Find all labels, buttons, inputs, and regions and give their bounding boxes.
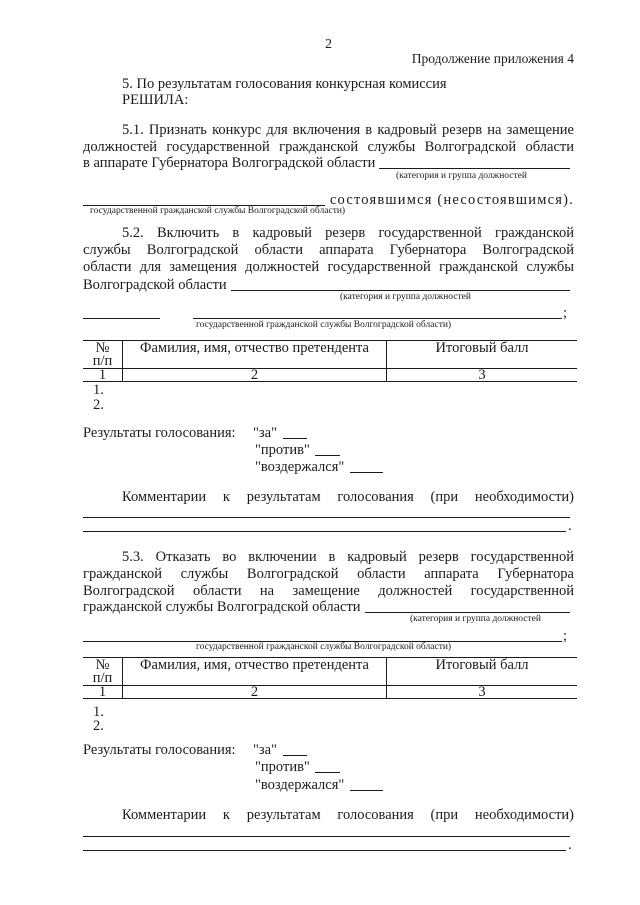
comments-period: .: [568, 837, 572, 853]
item-5-1-category-blank: [379, 155, 570, 169]
column-index-row: [83, 686, 577, 699]
section-5-heading: 5. По результатам голосования конкурсная комиссия: [122, 76, 447, 92]
number-header-abbr: п/п: [92, 670, 113, 686]
item-5-1-service-blank: [83, 192, 325, 206]
item-5-3-semicolon: ;: [563, 628, 568, 644]
vote-against-row: [255, 442, 340, 459]
comments-blank: [83, 504, 570, 518]
item-5-2-line-4-text: Волгоградской области: [83, 277, 227, 293]
vote-against-blank: [315, 442, 340, 456]
item-5-3-category-hint: (категория и группа должностей: [410, 614, 541, 624]
item-5-3-line-2: гражданской службы Волгоградской области аппарата Губернатора: [83, 566, 574, 582]
item-5-2-category-hint: (категория и группа должностей: [340, 292, 471, 302]
vote-abstained-blank: [350, 777, 383, 791]
item-5-2-service-blank-right: [193, 305, 562, 319]
number-header-abbr: п/п: [92, 353, 113, 369]
item-5-1-line-3-text: в аппарате Губернатора Волгоградской области: [83, 155, 376, 171]
item-5-1-line-1: 5.1. Признать конкурс для включения в кадровый резерв на замещение: [122, 122, 574, 138]
vote-for-row: [253, 742, 307, 759]
table-cell: 2: [123, 686, 387, 699]
number-column-header: [83, 341, 123, 369]
vote-for-blank: [283, 425, 307, 439]
list-item: 2.: [93, 718, 104, 734]
item-5-2-line-1: 5.2. Включить в кадровый резерв государственной гражданской: [122, 225, 574, 241]
vote-for-row: [253, 425, 307, 442]
item-5-2-category-blank: [231, 277, 570, 291]
item-5-3-candidates-table: [83, 657, 577, 699]
voting-results-label: Результаты голосования:: [83, 425, 236, 441]
item-5-1-category-hint: (категория и группа должностей: [396, 171, 527, 181]
item-5-2-service-hint: государственной гражданской службы Волгоградской области): [196, 320, 452, 330]
item-5-2-line-4: [83, 277, 574, 294]
vote-against-row: [255, 759, 340, 776]
table-header-row: [83, 341, 577, 369]
comments-period: .: [568, 518, 572, 534]
item-5-1-service-hint: государственной гражданской службы Волгоградской области): [90, 206, 346, 216]
score-column-header: Итоговый балл: [387, 341, 578, 369]
comments-line-2: [83, 837, 574, 854]
item-5-3-service-hint: государственной гражданской службы Волгоградской области): [196, 642, 452, 652]
comments-blank: [83, 823, 570, 837]
name-column-header: Фамилия, имя, отчество претендента: [123, 658, 387, 686]
number-column-header: [83, 658, 123, 686]
appendix-continuation: Продолжение приложения 4: [411, 51, 574, 66]
item-5-3-line-1: 5.3. Отказать во включении в кадровый резерв государственной: [122, 549, 574, 565]
vote-against-label: "против": [255, 759, 310, 775]
vote-for-label: "за": [253, 425, 278, 441]
table-cell: 3: [387, 369, 578, 382]
list-item: 1.: [93, 704, 104, 720]
item-5-2-service-blank-left: [83, 305, 160, 319]
vote-against-label: "против": [255, 442, 310, 458]
comments-blank: [83, 837, 566, 851]
table-cell: 2: [123, 369, 387, 382]
page-number: 2: [325, 37, 332, 52]
item-5-2-semicolon: ;: [563, 305, 568, 321]
list-item: 1.: [93, 382, 104, 398]
table-cell: 1: [83, 369, 123, 382]
comments-blank: [83, 518, 566, 532]
vote-abstained-blank: [350, 459, 383, 473]
table-header-row: [83, 658, 577, 686]
item-5-3-category-blank: [365, 599, 570, 613]
comments-line-2: [83, 518, 574, 535]
item-5-3-service-blank: [83, 628, 562, 642]
vote-abstained-row: [255, 777, 383, 794]
item-5-1-line-2: должностей государственной гражданской службы Волгоградской области: [83, 139, 574, 155]
voting-results-label: Результаты голосования:: [83, 742, 236, 758]
vote-for-blank: [283, 742, 307, 756]
competition-result-text: состоявшимся (несостоявшимся).: [329, 192, 574, 208]
number-header-sign: №: [95, 657, 110, 673]
table-cell: 3: [387, 686, 578, 699]
vote-for-label: "за": [253, 742, 278, 758]
item-5-2-line-2: службы Волгоградской области аппарата Губернатора Волгоградской: [83, 242, 574, 258]
score-column-header: Итоговый балл: [387, 658, 578, 686]
comments-label: Комментарии к результатам голосования (при необходимости): [122, 489, 574, 505]
vote-abstained-label: "воздержался": [255, 777, 345, 793]
name-column-header: Фамилия, имя, отчество претендента: [123, 341, 387, 369]
item-5-3-line-3: Волгоградской области на замещение должностей государственной: [83, 583, 574, 599]
number-header-sign: №: [95, 340, 110, 356]
item-5-1-line-3: [83, 155, 574, 172]
vote-abstained-label: "воздержался": [255, 459, 345, 475]
table-cell: 1: [83, 686, 123, 699]
column-index-row: [83, 369, 577, 382]
vote-abstained-row: [255, 459, 383, 476]
comments-label: Комментарии к результатам голосования (при необходимости): [122, 807, 574, 823]
item-5-2-candidates-table: [83, 340, 577, 382]
item-5-2-line-3: области для замещения должностей государственной гражданской службы: [83, 259, 574, 275]
list-item: 2.: [93, 397, 104, 413]
vote-against-blank: [315, 759, 340, 773]
decision-label: РЕШИЛА:: [122, 92, 189, 108]
item-5-3-line-4-text: гражданской службы Волгоградской области: [83, 599, 361, 615]
